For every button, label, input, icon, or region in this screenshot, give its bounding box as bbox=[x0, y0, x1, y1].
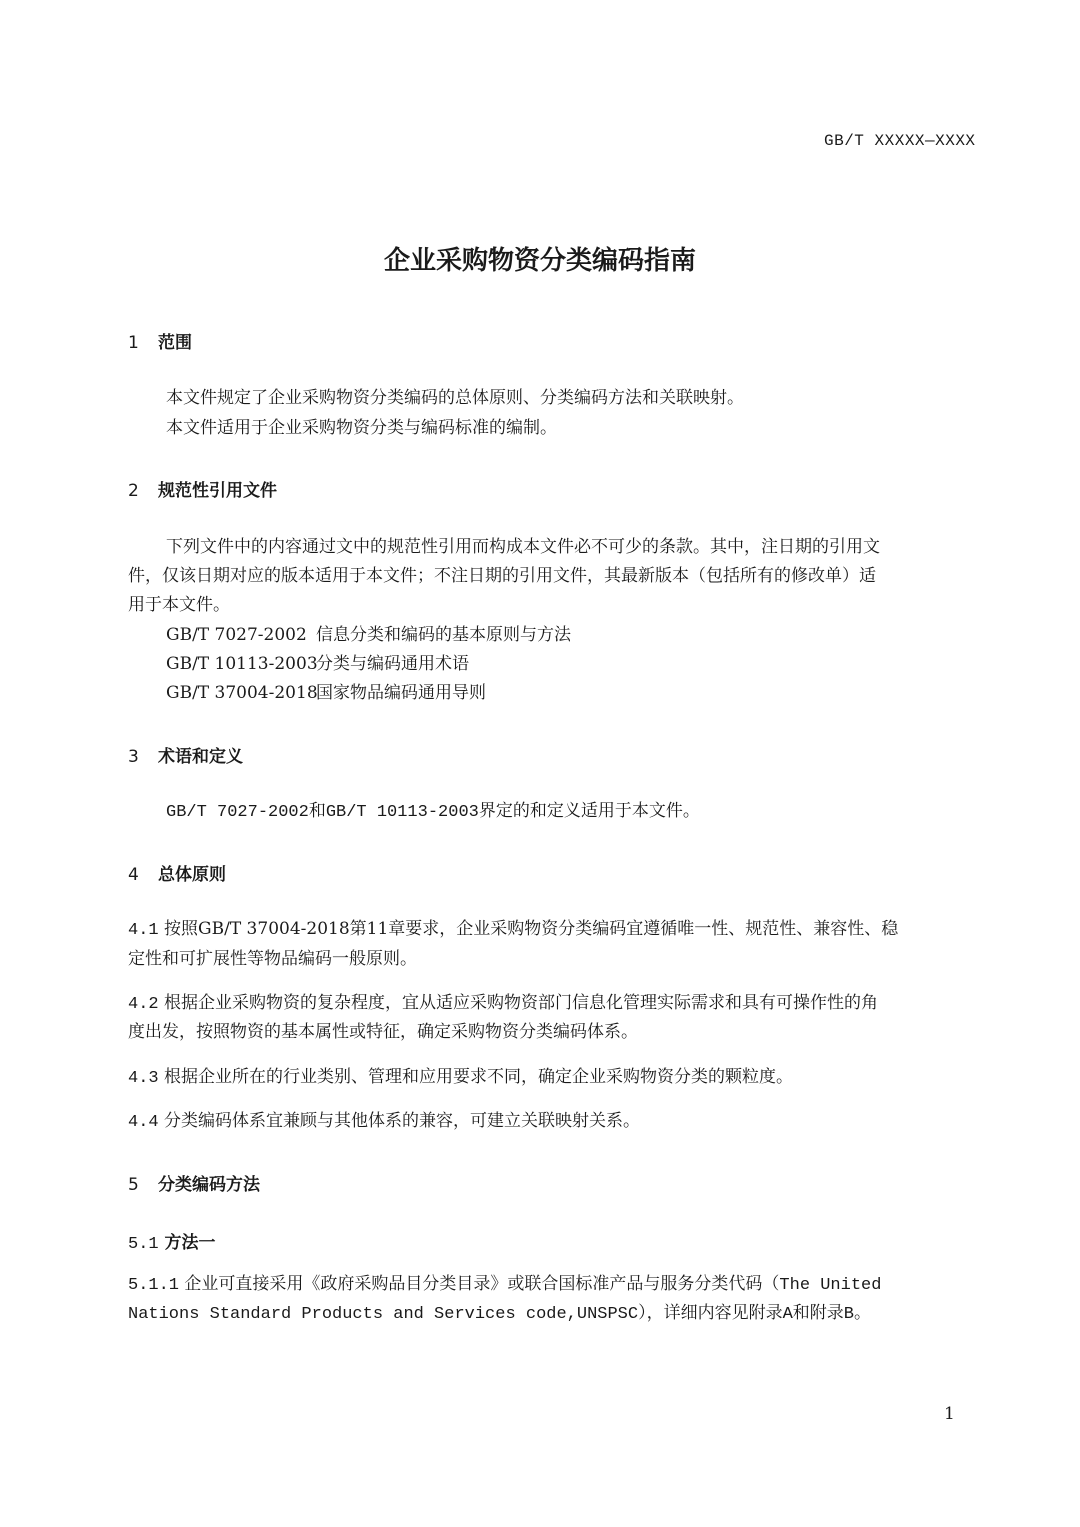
paragraph-line: 下列文件中的内容通过文中的规范性引用而构成本文件必不可少的条款。其中，注日期的引用文 bbox=[166, 537, 880, 557]
clause-4-2 bbox=[128, 989, 878, 1019]
clause-line: 度出发，按照物资的基本属性或特征，确定采购物资分类编码体系。 bbox=[128, 1022, 638, 1042]
clause-5-1-1 bbox=[128, 1270, 881, 1300]
reference-code: GB/T 10113-2003 bbox=[166, 654, 318, 674]
clause-text: 企业可直接采用《政府采购品目分类目录》或联合国标准产品与服务分类代码（The United bbox=[184, 1276, 882, 1295]
section-number: 2 bbox=[128, 481, 139, 501]
reference-title: 信息分类和编码的基本原则与方法 bbox=[316, 625, 571, 645]
clause-4-3 bbox=[128, 1063, 793, 1093]
section-heading-terms bbox=[128, 742, 243, 767]
clause-line: Nations Standard Products and Services code,UNSPSC），详细内容见附录A和附录B。 bbox=[128, 1305, 871, 1324]
section-title: 范围 bbox=[158, 333, 192, 353]
paragraph: 本文件适用于企业采购物资分类与编码标准的编制。 bbox=[166, 418, 557, 438]
clause-number: 5.1.1 bbox=[128, 1276, 180, 1295]
section-title: 总体原则 bbox=[158, 865, 226, 885]
standard-code: GB/T XXXXX—XXXX bbox=[824, 132, 976, 150]
subsection-heading-method-one bbox=[128, 1228, 216, 1254]
clause-4-1 bbox=[128, 915, 898, 945]
clause-text: 分类编码体系宜兼顾与其他体系的兼容，可建立关联映射关系。 bbox=[164, 1111, 641, 1131]
page-number: 1 bbox=[944, 1404, 955, 1424]
reference-title: 国家物品编码通用导则 bbox=[316, 683, 486, 703]
section-heading-scope bbox=[128, 328, 192, 353]
section-number: 4 bbox=[128, 865, 139, 885]
clause-number: 4.4 bbox=[128, 1113, 159, 1132]
section-title: 术语和定义 bbox=[158, 747, 243, 767]
section-heading-normative-references bbox=[128, 476, 277, 501]
paragraph-line: 件，仅该日期对应的版本适用于本文件；不注日期的引用文件，其最新版本（包括所有的修改单）适 bbox=[128, 566, 876, 586]
section-title: 规范性引用文件 bbox=[158, 481, 277, 501]
paragraph: 本文件规定了企业采购物资分类编码的总体原则、分类编码方法和关联映射。 bbox=[166, 388, 744, 408]
section-heading-coding-methods bbox=[128, 1170, 260, 1195]
paragraph-line: 用于本文件。 bbox=[128, 595, 230, 615]
paragraph: GB/T 7027-2002和GB/T 10113-2003界定的和定义适用于本文件。 bbox=[166, 803, 700, 822]
reference-title: 分类与编码通用术语 bbox=[316, 654, 469, 674]
clause-text: 按照GB/T 37004-2018第11章要求，企业采购物资分类编码宜遵循唯一性、规范性、兼容性、稳 bbox=[164, 919, 899, 939]
subsection-number: 5.1 bbox=[128, 1235, 159, 1254]
section-number: 1 bbox=[128, 333, 139, 353]
section-number: 5 bbox=[128, 1175, 139, 1195]
reference-code: GB/T 37004-2018 bbox=[166, 683, 318, 703]
clause-number: 4.1 bbox=[128, 921, 159, 940]
clause-number: 4.2 bbox=[128, 995, 159, 1014]
document-title: 企业采购物资分类编码指南 bbox=[383, 246, 696, 276]
section-title: 分类编码方法 bbox=[158, 1175, 260, 1195]
reference-code: GB/T 7027-2002 bbox=[166, 625, 307, 645]
clause-number: 4.3 bbox=[128, 1069, 159, 1088]
clause-text: 根据企业所在的行业类别、管理和应用要求不同，确定企业采购物资分类的颗粒度。 bbox=[164, 1067, 794, 1087]
section-heading-general-principles bbox=[128, 860, 226, 885]
reference-item bbox=[166, 650, 469, 679]
reference-item bbox=[166, 621, 571, 650]
subsection-title: 方法一 bbox=[164, 1233, 216, 1253]
clause-line: 定性和可扩展性等物品编码一般原则。 bbox=[128, 949, 417, 969]
clause-text: 根据企业采购物资的复杂程度，宜从适应采购物资部门信息化管理实际需求和具有可操作性的角 bbox=[164, 993, 879, 1013]
section-number: 3 bbox=[128, 747, 139, 767]
reference-item bbox=[166, 679, 486, 708]
clause-4-4 bbox=[128, 1107, 640, 1137]
